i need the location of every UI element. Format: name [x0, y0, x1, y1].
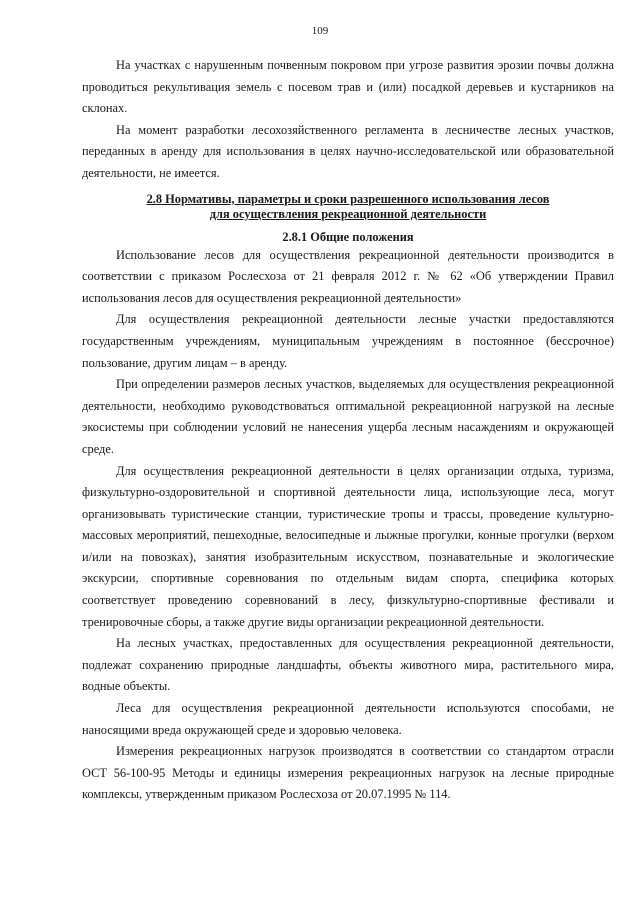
section-heading-line2: для осуществления рекреационной деятельности [209, 206, 487, 221]
subsection-heading: 2.8.1 Общие положения [282, 229, 414, 244]
paragraph-preservation: На лесных участках, предоставленных для осуществления рекреационной деятельности, подлежат сохранению природные ландшафты, объекты животного мира, растительного мира, водные объекты. [82, 636, 614, 694]
page-number: 109 [311, 25, 329, 37]
paragraph-land-provision: Для осуществления рекреационной деятельности лесные участки предоставляются государственным учреждениям, муниципальным учреждениям в постоянное (бессрочное) пользование, другим лицам – в аренду. [82, 312, 614, 370]
section-heading [82, 192, 614, 222]
paragraph-order-reference: Использование лесов для осуществления рекреационной деятельности производится в соответствии с приказом Рослесхоза от 21 февраля 2012 г. № 62 «Об утверждении Правил использования лесов для осуществления рекреационной деятельности» [82, 247, 614, 305]
section-heading-line1: 2.8 Нормативы, параметры и сроки разрешенного использования лесов [146, 191, 550, 206]
paragraph-research-lease: На момент разработки лесохозяйственного регламента в лесничестве лесных участков, переданных в аренду для использования в целях научно-исследовательской или образовательной деятельности, не имеется. [82, 122, 614, 180]
body-text [82, 55, 614, 806]
paragraph-activities: Для осуществления рекреационной деятельности в целях организации отдыха, туризма, физкультурно-оздоровительной и спортивной деятельности лица, использующие леса, могут организовывать туристические станции, туристические тропы и трассы, проведение культурно-массовых мероприятий, пешеходные, велосипедные и лыжные прогулки, конные прогулки (верхом и/или на повозках), занятия изобразительным искусством, познавательные и экологические экскурсии, спортивные соревнования по отдельным видам спорта, специфика которых соответствует проведению соревнований в лесу, физкультурно-спортивные фестивали и тренировочные сборы, а также другие виды организации рекреационной деятельности. [82, 463, 614, 629]
paragraph-load-measurement: Измерения рекреационных нагрузок производятся в соответствии со стандартом отрасли ОСТ 56-100-95 Методы и единицы измерения рекреационных нагрузок на лесные природные комплексы, утвержденным приказом Рослесхоза от 20.07.1995 № 114. [82, 744, 614, 802]
paragraph-recultivation: На участках с нарушенным почвенным покровом при угрозе развития эрозии почвы должна проводиться рекультивация земель с посевом трав и (или) посадкой деревьев и кустарников на склонах. [82, 58, 614, 116]
paragraph-plot-size: При определении размеров лесных участков, выделяемых для осуществления рекреационной деятельности, необходимо руководствоваться оптимальной рекреационной нагрузкой на лесные экосистемы при соблюдении условий не нанесения ущерба лесным насаждениям и окружающей среде. [82, 377, 614, 456]
paragraph-methods: Леса для осуществления рекреационной деятельности используются способами, не наносящими вреда окружающей среде и здоровью человека. [82, 701, 614, 737]
